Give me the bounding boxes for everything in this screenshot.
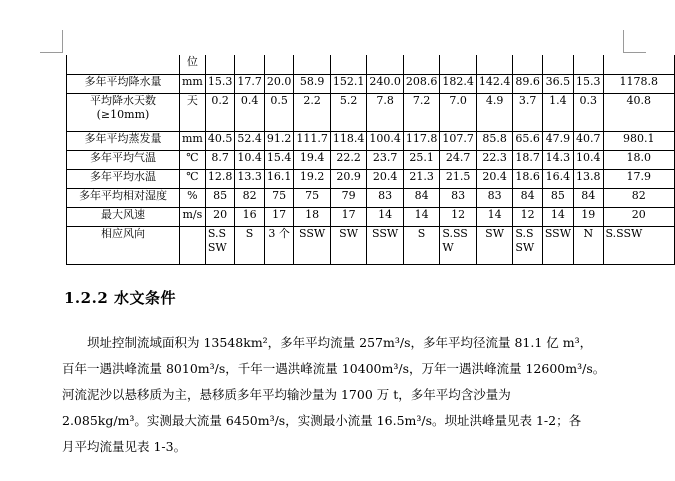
month-value-cell: S.SSW (205, 226, 235, 264)
month-value-cell: 3.7 (513, 93, 543, 131)
month-value-cell: 79 (330, 188, 367, 207)
row-unit: ℃ (179, 169, 205, 188)
month-value-cell: 40.5 (205, 131, 235, 150)
month-value-cell: 0.5 (264, 93, 294, 131)
month-value-cell: 8.7 (205, 150, 235, 169)
month-value-cell: 12 (440, 207, 477, 226)
month-value-cell: 22.3 (476, 150, 513, 169)
month-value-cell: SSW (542, 226, 573, 264)
month-value-cell: 52.4 (235, 131, 265, 150)
month-value-cell: S (235, 226, 265, 264)
paragraph-line: 2.085kg/m³。实测最大流量 6450m³/s，实测最小流量 16.5m³/s。坝址洪峰量见表 1-2；各 (62, 413, 582, 428)
row-unit: % (179, 188, 205, 207)
row-unit: m/s (179, 207, 205, 226)
month-value-cell: 25.1 (403, 150, 440, 169)
month-value-cell: 18.6 (513, 169, 543, 188)
month-value-cell: 20.4 (367, 169, 404, 188)
row-label: 多年平均相对湿度 (67, 188, 180, 207)
month-value-cell: 240.0 (367, 74, 404, 93)
annual-total-cell: 17.9 (603, 169, 674, 188)
month-value-cell: 14.3 (542, 150, 573, 169)
table-row (67, 207, 675, 226)
paragraph-line: 河流泥沙以悬移质为主，悬移质多年平均输沙量为 1700 万 t，多年平均含沙量为 (62, 387, 511, 402)
month-value-cell: 142.4 (476, 74, 513, 93)
month-value-cell: 18.7 (513, 150, 543, 169)
row-unit: 天 (179, 93, 205, 131)
month-value-cell: 0.4 (235, 93, 265, 131)
row-unit (179, 226, 205, 264)
month-value-cell: 23.7 (367, 150, 404, 169)
month-value-cell: 84 (513, 188, 543, 207)
annual-total-cell: 980.1 (603, 131, 674, 150)
month-value-cell: 3 个 (264, 226, 294, 264)
section-heading: 1.2.2 水文条件 (64, 289, 176, 307)
month-value-cell: 0.2 (205, 93, 235, 131)
month-value-cell: 83 (367, 188, 404, 207)
month-value-cell: SW (330, 226, 367, 264)
month-value-cell: 17 (330, 207, 367, 226)
month-value-cell: 14 (367, 207, 404, 226)
month-value-cell: 13.8 (574, 169, 604, 188)
row-label: 平均降水天数(≥10mm) (67, 93, 180, 131)
annual-total-cell: S.SSW (603, 226, 674, 264)
table-header-row-fragment (67, 55, 675, 74)
month-value-cell: 0.3 (574, 93, 604, 131)
month-value-cell: 75 (264, 188, 294, 207)
month-value-cell: SW (476, 226, 513, 264)
month-value-cell: 19 (574, 207, 604, 226)
month-value-cell: 10.4 (235, 150, 265, 169)
month-value-cell: 2.2 (294, 93, 331, 131)
month-value-cell: 117.8 (403, 131, 440, 150)
page-corner-mark-right (623, 30, 646, 53)
page-corner-mark-left (40, 30, 63, 53)
month-value-cell: 111.7 (294, 131, 331, 150)
month-value-cell: 16.1 (264, 169, 294, 188)
table-row (67, 93, 675, 131)
month-value-cell: 182.4 (440, 74, 477, 93)
month-value-cell: 85.8 (476, 131, 513, 150)
row-label: 最大风速 (67, 207, 180, 226)
month-value-cell: 18 (294, 207, 331, 226)
month-value-cell: 36.5 (542, 74, 573, 93)
month-value-cell: 75 (294, 188, 331, 207)
month-value-cell: 20.9 (330, 169, 367, 188)
month-value-cell: N (574, 226, 604, 264)
month-value-cell: 16 (235, 207, 265, 226)
month-value-cell: S.SSW (440, 226, 477, 264)
month-value-cell: 16.4 (542, 169, 573, 188)
climate-statistics-table (66, 55, 675, 265)
month-value-cell: 17.7 (235, 74, 265, 93)
month-value-cell: 118.4 (330, 131, 367, 150)
unit-header-fragment: 位 (179, 55, 205, 74)
month-value-cell: 84 (403, 188, 440, 207)
annual-total-cell: 82 (603, 188, 674, 207)
month-value-cell: 5.2 (330, 93, 367, 131)
row-label: 多年平均蒸发量 (67, 131, 180, 150)
month-value-cell: 12 (513, 207, 543, 226)
month-value-cell: S (403, 226, 440, 264)
month-value-cell: 83 (476, 188, 513, 207)
month-value-cell: SSW (294, 226, 331, 264)
table-row (67, 226, 675, 264)
month-value-cell: 12.8 (205, 169, 235, 188)
month-value-cell: 14 (403, 207, 440, 226)
hydrology-paragraph (62, 330, 640, 460)
month-value-cell: 83 (440, 188, 477, 207)
annual-total-cell: 40.8 (603, 93, 674, 131)
month-value-cell: 24.7 (440, 150, 477, 169)
month-value-cell: 22.2 (330, 150, 367, 169)
paragraph-line: 百年一遇洪峰流量 8010m³/s，千年一遇洪峰流量 10400m³/s，万年一遇洪峰流量 12600m³/s。 (62, 361, 606, 376)
row-label: 多年平均降水量 (67, 74, 180, 93)
month-value-cell: 7.0 (440, 93, 477, 131)
month-value-cell: 14 (542, 207, 573, 226)
month-value-cell: 84 (574, 188, 604, 207)
table-row (67, 74, 675, 93)
month-value-cell: 10.4 (574, 150, 604, 169)
month-value-cell: 4.9 (476, 93, 513, 131)
month-value-cell: 82 (235, 188, 265, 207)
month-value-cell: S.SSW (513, 226, 543, 264)
annual-total-cell: 1178.8 (603, 74, 674, 93)
row-unit: mm (179, 74, 205, 93)
month-value-cell: 20 (205, 207, 235, 226)
row-label: 多年平均水温 (67, 169, 180, 188)
month-value-cell: 17 (264, 207, 294, 226)
table-row (67, 131, 675, 150)
month-value-cell: 13.3 (235, 169, 265, 188)
paragraph-line: 坝址控制流域面积为 13548km²，多年平均流量 257m³/s，多年平均径流量 81.1 亿 m³， (87, 335, 593, 350)
month-value-cell: 7.8 (367, 93, 404, 131)
month-value-cell: 208.6 (403, 74, 440, 93)
month-value-cell: SSW (367, 226, 404, 264)
table-row (67, 169, 675, 188)
month-value-cell: 65.6 (513, 131, 543, 150)
month-value-cell: 107.7 (440, 131, 477, 150)
annual-total-cell: 20 (603, 207, 674, 226)
month-value-cell: 91.2 (264, 131, 294, 150)
month-value-cell: 19.2 (294, 169, 331, 188)
month-value-cell: 21.5 (440, 169, 477, 188)
month-value-cell: 152.1 (330, 74, 367, 93)
month-value-cell: 85 (205, 188, 235, 207)
month-value-cell: 40.7 (574, 131, 604, 150)
row-unit: mm (179, 131, 205, 150)
month-value-cell: 58.9 (294, 74, 331, 93)
month-value-cell: 15.3 (205, 74, 235, 93)
month-value-cell: 21.3 (403, 169, 440, 188)
table-row (67, 150, 675, 169)
month-value-cell: 100.4 (367, 131, 404, 150)
paragraph-line: 月平均流量见表 1-3。 (62, 439, 187, 454)
month-value-cell: 20.4 (476, 169, 513, 188)
row-label: 相应风向 (67, 226, 180, 264)
month-value-cell: 14 (476, 207, 513, 226)
month-value-cell: 85 (542, 188, 573, 207)
row-label: 多年平均气温 (67, 150, 180, 169)
month-value-cell: 1.4 (542, 93, 573, 131)
month-value-cell: 7.2 (403, 93, 440, 131)
month-value-cell: 20.0 (264, 74, 294, 93)
annual-total-cell: 18.0 (603, 150, 674, 169)
table-row (67, 188, 675, 207)
row-unit: ℃ (179, 150, 205, 169)
month-value-cell: 47.9 (542, 131, 573, 150)
month-value-cell: 89.6 (513, 74, 543, 93)
month-value-cell: 15.4 (264, 150, 294, 169)
month-value-cell: 15.3 (574, 74, 604, 93)
month-value-cell: 19.4 (294, 150, 331, 169)
